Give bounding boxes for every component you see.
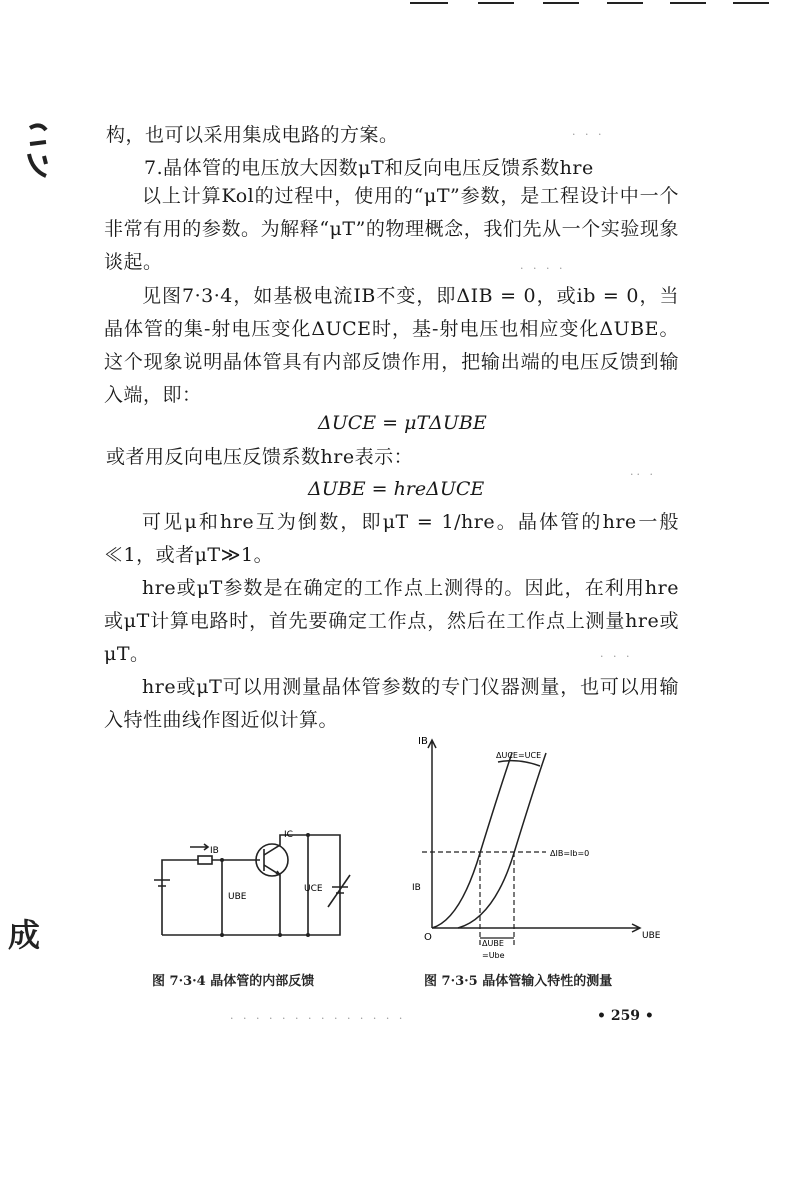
equation-1: ΔUCE = μTΔUBE <box>318 412 487 434</box>
ib-label: IB <box>210 846 219 856</box>
section-heading: 7.晶体管的电压放大因数μT和反向电压反馈系数hre <box>144 157 594 179</box>
top-rule <box>733 2 769 4</box>
equation-2: ΔUBE = hreΔUCE <box>308 478 485 500</box>
top-rule <box>607 2 643 4</box>
delta-ube-label: ΔUBE <box>482 939 504 948</box>
ib-level-label: IB <box>412 883 421 893</box>
paragraph-3: 或者用反向电压反馈系数hre表示： <box>106 446 414 468</box>
delta-uce-label: ΔUCE=UCE <box>496 751 542 760</box>
figure-caption-1: 图 7·3·4 晶体管的内部反馈 <box>152 974 315 989</box>
ube-label: UBE <box>228 892 247 902</box>
edge-character: 成 <box>8 916 41 954</box>
scan-noise: · · · <box>572 128 605 141</box>
figure-caption-2: 图 7·3·5 晶体管输入特性的测量 <box>424 974 613 989</box>
top-rule <box>670 2 706 4</box>
y-axis-label: IB <box>418 736 428 747</box>
ic-label: IC <box>284 830 293 840</box>
paragraph-5: hre或μT参数是在确定的工作点上测得的。因此，在利用hre或μT计算电路时，首先要确定工作点，然后在工作点上测量hre或μT。 <box>104 577 679 665</box>
origin-label: O <box>424 932 432 943</box>
paragraph-4: 可见μ和hre互为倒数，即μT = 1/hre。晶体管的hre一般≪1，或者μT≫1。 <box>104 511 679 566</box>
top-rule <box>543 2 579 4</box>
paragraph-1: 以上计算Kol的过程中，使用的“μT”参数，是工程设计中一个非常有用的参数。为解释“μT”的物理概念，我们先从一个实验现象谈起。 <box>104 185 679 273</box>
paragraph-6: hre或μT可以用测量晶体管参数的专门仪器测量，也可以用输入特性曲线作图近似计算。 <box>104 676 679 731</box>
top-rule <box>478 2 514 4</box>
x-axis-label: UBE <box>642 931 661 941</box>
input-characteristic-graph <box>410 728 670 978</box>
top-rule <box>410 2 448 4</box>
scan-noise: · · · · <box>520 262 566 275</box>
paragraph-2: 见图7·3·4，如基极电流IB不变，即ΔIB = 0，或ib = 0，当晶体管的集-射电压变化ΔUCE时，基-射电压也相应变化ΔUBE。这个现象说明晶体管具有内部反馈作用，把输出端的电压反馈到输入端，即： <box>104 285 679 406</box>
page-number: • 259 • <box>597 1008 654 1024</box>
continuation-line: 构，也可以采用集成电路的方案。 <box>106 124 399 146</box>
scan-noise: · · · · · · · · · · · · · · <box>230 1012 406 1025</box>
ube-equal-label: =Ube <box>482 951 505 960</box>
scan-noise: ·· · <box>630 468 656 481</box>
scan-noise: · · · <box>600 650 633 663</box>
bleed-through-mark <box>26 120 52 182</box>
circuit-diagram <box>150 825 370 945</box>
uce-label: UCE <box>304 884 323 894</box>
delta-ib-label: ΔIB=Ib=0 <box>550 849 590 858</box>
